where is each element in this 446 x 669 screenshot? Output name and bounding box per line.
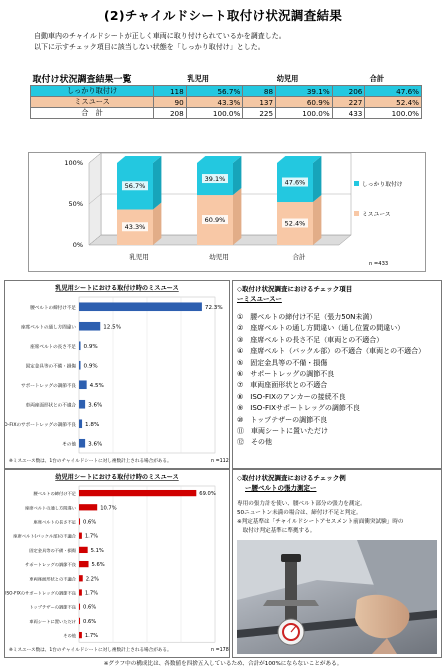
category-label: 車両座面形状との不適合 (25, 403, 76, 409)
data-label: 1.7% (84, 590, 99, 597)
footnote: ※ミスユース数は、1台のチャイルドシートに対し複数計上される場合がある。 (9, 648, 172, 653)
checklist-item: ③ 座席ベルトの長さ不足（車両との不適合） (237, 335, 384, 344)
legend-label: しっかり取付け (362, 182, 403, 188)
table-cell: 56.7% (186, 86, 243, 97)
table-cell: 90 (154, 97, 187, 108)
summary-header-total: 合計 (332, 72, 421, 86)
footnote: ※ミスユース数は、1台のチャイルドシートに対し複数計上される場合がある。 (9, 459, 172, 464)
summary-table (30, 72, 422, 119)
category-label: 座席ベルトの長さ不足 (30, 344, 76, 350)
data-label: 4.5% (89, 382, 104, 389)
table-cell: 137 (243, 97, 276, 108)
infant-misuse-chart (5, 281, 229, 468)
summary-header-infant: 乳児用 (154, 72, 243, 86)
row-label: ミスユース (31, 97, 154, 108)
category-label: トップテザーの調節不良 (29, 605, 76, 611)
intro-line-2: 以下に示すチェック項目に該当しない状態を「しっかり取付け」とした。 (34, 42, 265, 51)
data-label: 3.6% (88, 441, 103, 448)
checklist-item: ⑩ トップテザーの調節不良 (237, 415, 328, 424)
summary-header-toddler: 幼児用 (243, 72, 332, 86)
tension-title: ◇取付け状況調査におけるチェック例 (237, 474, 346, 482)
bar (79, 632, 82, 638)
checklist-item: ⑦ 車両座面形状との不適合 (237, 381, 328, 390)
data-label: 2.2% (85, 576, 99, 583)
stacked-bar-chart-svg (29, 153, 425, 271)
category-label: 固定金具等の不備・損傷 (25, 364, 76, 370)
category-label: 車両座面形状との不適合 (29, 577, 76, 583)
checklist-item: ⑪ 車両シートに置いただけ (237, 427, 328, 436)
sample-size-note: n =433 (369, 261, 389, 267)
table-cell: 225 (243, 108, 276, 119)
y-tick-label: 0% (72, 241, 83, 249)
checklist-item: ⑤ 固定金具等の不備・損傷 (237, 358, 328, 367)
table-cell: 100.0% (276, 108, 333, 119)
toddler-misuse-chart (5, 470, 229, 657)
data-label: 39.1% (204, 175, 226, 184)
table-cell: 118 (154, 86, 187, 97)
tension-subtitle: ー腰ベルトの張力測定ー (245, 484, 317, 492)
data-label: 60.9% (204, 216, 226, 225)
checklist-item: ⑫ その他 (237, 438, 272, 447)
category-label: サポートレッグの調節不良 (25, 563, 76, 569)
sample-size-note: n =178 (211, 648, 229, 653)
chart-title: 幼児用シートにおける取付け時のミスユース (55, 474, 179, 481)
checklist-item: ④ 座席ベルト（バックル部）の不適合（車両との不適合） (237, 347, 426, 356)
bar (79, 490, 196, 496)
bar (79, 575, 83, 581)
legend-swatch (354, 181, 359, 186)
data-label: 47.6% (284, 178, 306, 187)
table-cell: 100.0% (186, 108, 243, 119)
bar (79, 302, 202, 311)
bar-side (153, 156, 161, 209)
checklist-title: ◇取付け状況調査におけるチェック項目 (237, 285, 353, 293)
bar (79, 618, 80, 624)
tension-line: 取付け判定基準に準拠する。 (237, 528, 316, 534)
row-label: 合 計 (31, 108, 154, 119)
table-cell: 100.0% (365, 108, 422, 119)
checklist-item: ⑨ ISO-FIXサポートレッグの調節不良 (237, 404, 360, 413)
data-label: 1.8% (85, 421, 100, 428)
bar-side (313, 195, 321, 245)
checklist-item: ① 腰ベルトの締付け不足（張力50N未満） (237, 313, 377, 321)
category-label: サポートレッグの調節不良 (21, 383, 76, 389)
data-label: 3.6% (88, 402, 103, 409)
data-label: 72.3% (204, 304, 223, 311)
summary-row (31, 108, 422, 119)
data-label: 0.6% (83, 618, 97, 625)
chart-title: 乳児用シートにおける取付け時のミスユース (55, 285, 179, 292)
bar (79, 380, 87, 389)
x-tick-label: 幼児用 (209, 253, 229, 261)
table-cell: 206 (332, 86, 365, 97)
y-tick-label: 100% (64, 159, 83, 167)
category-label: 座席ベルトの通し方間違い (24, 506, 76, 512)
bar (79, 547, 88, 553)
x-tick-label: 乳児用 (129, 253, 149, 261)
data-label: 1.7% (84, 633, 99, 640)
bar-side (313, 156, 321, 202)
category-label: その他 (62, 442, 76, 448)
bar (79, 419, 82, 428)
table-cell: 227 (332, 97, 365, 108)
table-cell: 433 (332, 108, 365, 119)
bar (79, 361, 81, 370)
tension-text (237, 500, 404, 536)
bar (79, 589, 82, 595)
checklist-subtitle: ーミスユースー (237, 295, 282, 303)
legend-label: ミスユース (362, 212, 391, 218)
row-label: しっかり取付け (31, 86, 154, 97)
table-cell: 52.4% (365, 97, 422, 108)
toddler-misuse-panel (4, 469, 230, 658)
data-label: 0.9% (83, 343, 98, 350)
tension-line: 50ニュートン未満の場合は、締付け不足と判定。 (237, 510, 362, 516)
data-label: 1.7% (84, 533, 99, 540)
table-cell: 47.6% (365, 86, 422, 97)
y-tick-label: 50% (68, 200, 83, 208)
checklist-item: ⑧ ISO-FIXのアンカーの接続不良 (237, 392, 346, 401)
infant-misuse-panel (4, 280, 230, 469)
category-label: 腰ベルトの締付け不足 (33, 492, 76, 498)
bar (79, 341, 81, 350)
category-label: その他 (63, 634, 76, 640)
checklist-panel (232, 280, 442, 469)
checklist-item: ⑥ サポートレッグの調節不良 (237, 370, 335, 379)
bar (79, 533, 82, 539)
data-label: 69.0% (199, 491, 216, 498)
page-title: (2)チャイルドシート取付け状況調査結果 (103, 8, 343, 23)
category-label: 座席ベルト(バックル部)の不適合 (13, 534, 76, 540)
bar-side (153, 202, 161, 245)
bar (79, 604, 80, 610)
summary-row (31, 97, 422, 108)
table-cell: 39.1% (276, 86, 333, 97)
category-label: 固定金具等の不備・損傷 (29, 548, 76, 554)
table-cell: 88 (243, 86, 276, 97)
checklist-items (237, 312, 425, 449)
bar (79, 322, 100, 331)
data-label: 0.6% (83, 604, 97, 611)
intro-text (34, 31, 286, 52)
tension-gauge-photo (237, 540, 437, 654)
footer-note: ※グラフ中の構成比は、各数値を四捨五入しているため、合計が100%にならないことがある。 (103, 661, 343, 667)
table-cell: 60.9% (276, 97, 333, 108)
data-label: 5.6% (91, 562, 105, 569)
data-label: 43.3% (124, 223, 146, 232)
table-cell: 208 (154, 108, 187, 119)
sample-size-note: n =112 (211, 459, 229, 464)
data-label: 52.4% (284, 219, 306, 228)
table-cell: 43.3% (186, 97, 243, 108)
summary-row (31, 86, 422, 97)
category-label: 腰ベルトの締付け不足 (30, 305, 76, 311)
category-label: ISO-FIXのサポートレッグの調節不良 (5, 422, 76, 428)
intro-line-1: 自動車内のチャイルドシートが正しく車両に取り付けられているかを調査した。 (34, 32, 286, 40)
legend-swatch (354, 211, 359, 216)
data-label: 10.7% (100, 505, 117, 512)
category-label: 座席ベルトの通し方間違い (21, 325, 76, 331)
category-label: 座席ベルトの長さ不足 (33, 520, 76, 526)
tension-panel (232, 469, 442, 658)
summary-header-row (31, 72, 422, 86)
x-tick-label: 合計 (292, 253, 306, 261)
checklist-item: ② 座席ベルトの通し方間違い（通し位置の間違い） (237, 324, 405, 333)
bar (79, 504, 97, 510)
data-label: 0.6% (83, 519, 97, 526)
data-label: 0.9% (83, 363, 98, 370)
tension-line: ※判定基準は「チャイルドシートアセスメント前面衝突試験」時の (237, 519, 404, 525)
bar-side (233, 188, 241, 245)
data-label: 56.7% (124, 182, 146, 191)
summary-header-title: 取付け状況調査結果一覧 (31, 72, 154, 86)
bar (79, 439, 85, 448)
category-label: ISO-FIXのサポートレッグの調節不良 (5, 591, 76, 597)
tension-line: 専用の張力計を使い、腰ベルト部分の張力を測定。 (237, 501, 366, 507)
data-label: 12.5% (103, 324, 122, 331)
bar (79, 518, 80, 524)
bar (79, 561, 89, 567)
stacked-bar-chart (28, 152, 426, 272)
data-label: 5.1% (90, 547, 104, 554)
category-label: 車両シートに置いただけ (29, 619, 76, 625)
bar (79, 400, 85, 409)
